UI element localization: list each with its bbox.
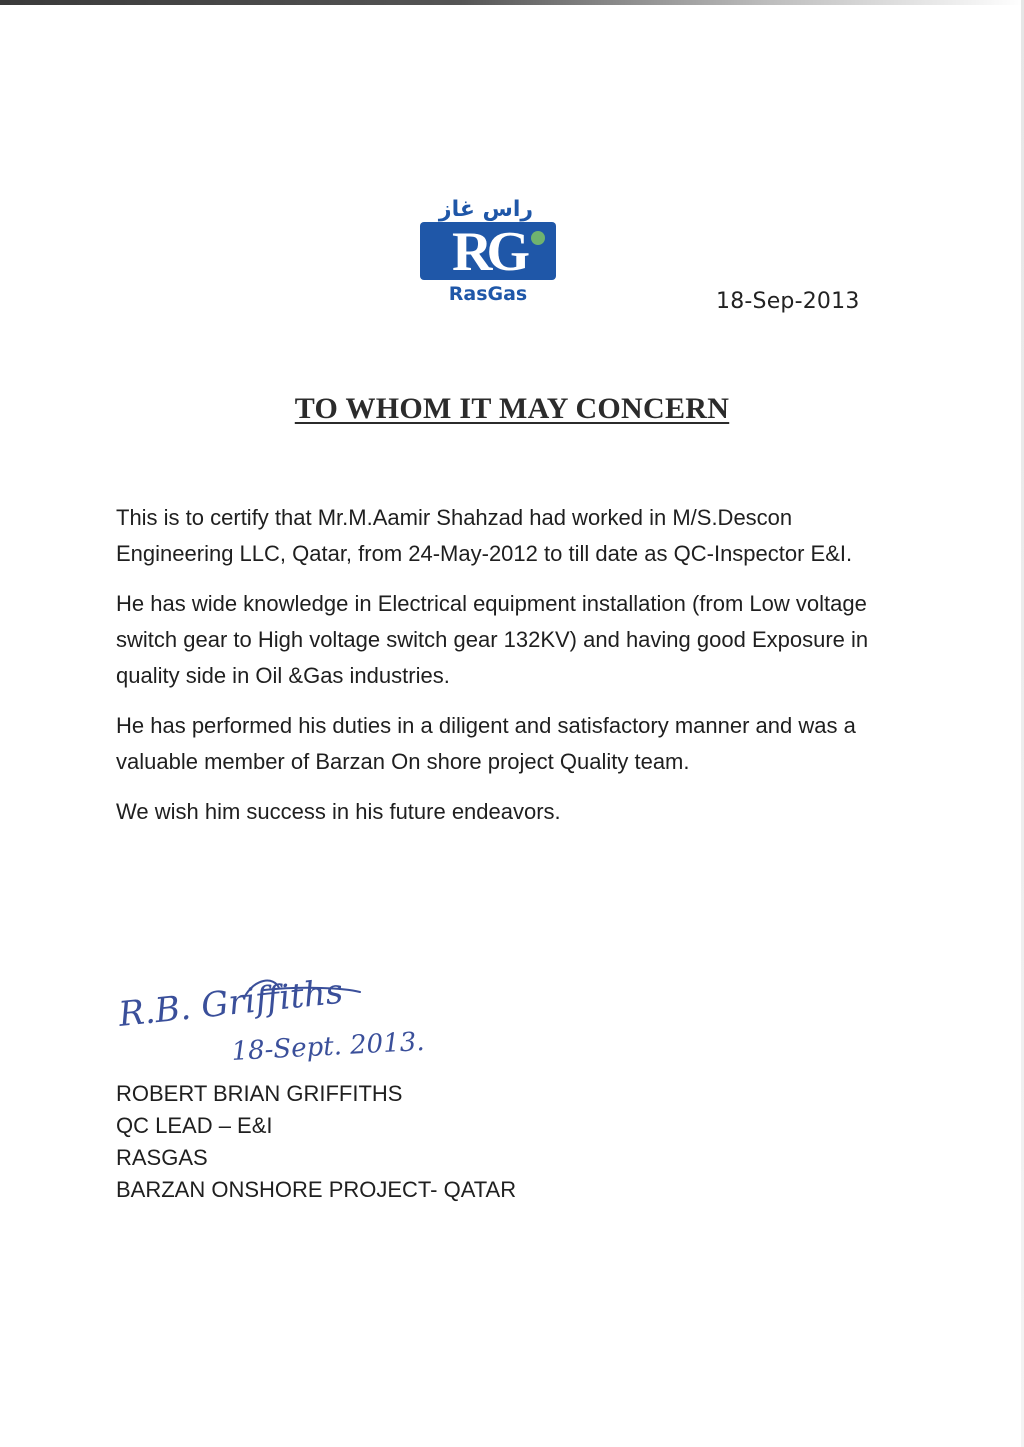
signature-date-script: 18-Sept. 2013. (230, 1026, 426, 1067)
letter-heading-text: TO WHOM IT MAY CONCERN (294, 392, 730, 425)
signatory-title: QC LEAD – E&I (116, 1113, 273, 1138)
logo-arabic-text: راس غاز (438, 197, 534, 222)
logo-brand-text: RasGas (448, 283, 528, 304)
paragraph-wishes: We wish him success in his future endeavors. (116, 799, 561, 824)
logo-mark-text: RG (452, 221, 524, 283)
letter-body (116, 500, 906, 844)
signatory-company: RASGAS (116, 1145, 208, 1170)
signatory-block (116, 1078, 516, 1206)
signatory-project: BARZAN ONSHORE PROJECT- QATAR (116, 1177, 517, 1202)
letter-date: 18-Sep-2013 (716, 289, 860, 314)
signatory-name: ROBERT BRIAN GRIFFITHS (116, 1081, 403, 1106)
paragraph-performance: He has performed his duties in a diligent and satisfactory manner and was a valuable member of Barzan On shore project Quality team. (116, 713, 856, 774)
letter-heading (0, 392, 1024, 426)
logo-accent-dot (531, 231, 545, 245)
signature-name-script: R.B. Griffiths (116, 971, 345, 1035)
handwritten-signature (114, 968, 474, 1068)
paragraph-certification: This is to certify that Mr.M.Aamir Shahzad had worked in M/S.Descon Engineering LLC, Qatar, from 24-May-2012 to till date as QC-Inspector E&I. (116, 505, 853, 566)
paragraph-knowledge: He has wide knowledge in Electrical equipment installation (from Low voltage switch gear to High voltage switch gear 132KV) and having good Exposure in quality side in Oil &Gas industries. (116, 591, 869, 688)
rasgas-logo (414, 188, 562, 304)
scan-top-edge (0, 0, 1024, 5)
